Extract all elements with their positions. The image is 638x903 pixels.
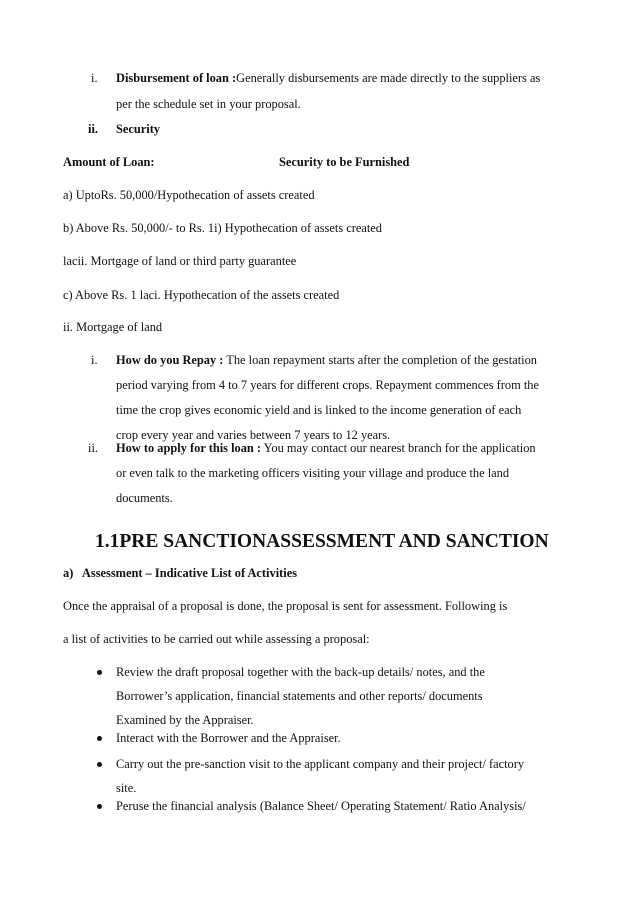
paragraph-line: Once the appraisal of a proposal is done, the proposal is sent for assessment. Following is — [63, 599, 508, 613]
list-item-text: period varying from 4 to 7 years for different crops. Repayment commences from the — [116, 378, 539, 392]
bullet-item-text: site. — [116, 781, 137, 795]
list-marker: ii. — [88, 441, 98, 455]
bullet-item-text: Peruse the financial analysis (Balance Sheet/ Operating Statement/ Ratio Analysis/ — [116, 799, 526, 813]
list-item-repay — [116, 352, 537, 368]
list-item-text: documents. — [116, 491, 173, 505]
list-marker: ii. — [88, 122, 98, 136]
bullet-item-text: Borrower’s application, financial statements and other reports/ documents — [116, 689, 483, 703]
bullet-icon — [97, 762, 102, 767]
list-item-text: crop every year and varies between 7 years to 12 years. — [116, 428, 391, 442]
list-item-disbursement — [116, 70, 540, 86]
list-item-text: time the crop gives economic yield and is linked to the income generation of each — [116, 403, 522, 417]
list-item-text: or even talk to the marketing officers visiting your village and produce the land — [116, 466, 510, 480]
list-item-text: You may contact our nearest branch for the application — [261, 441, 536, 455]
bullet-item-text: Review the draft proposal together with the back-up details/ notes, and the — [116, 665, 485, 679]
security-line: a) UptoRs. 50,000/Hypothecation of assets created — [63, 188, 315, 202]
bullet-item-text: Interact with the Borrower and the Appraiser. — [116, 731, 341, 745]
section-heading: 1.1PRE SANCTIONASSESSMENT AND SANCTION — [95, 531, 549, 552]
list-item-label: How to apply for this loan : — [116, 441, 262, 455]
bullet-item-text: Examined by the Appraiser. — [116, 713, 254, 727]
security-line: ii. Mortgage of land — [63, 320, 163, 334]
bullet-icon — [97, 670, 102, 675]
table-header-security: Security to be Furnished — [279, 155, 410, 169]
security-line: lacii. Mortgage of land or third party guarantee — [63, 254, 297, 268]
list-item-security: Security — [116, 122, 161, 136]
bullet-icon — [97, 804, 102, 809]
list-item-label: Disbursement of loan : — [116, 71, 237, 85]
list-item-text: per the schedule set in your proposal. — [116, 97, 301, 111]
list-item-label: How do you Repay : — [116, 353, 224, 367]
list-item-text: The loan repayment starts after the completion of the gestation — [223, 353, 537, 367]
bullet-item-text: Carry out the pre-sanction visit to the applicant company and their project/ factory — [116, 757, 525, 771]
paragraph-line: a list of activities to be carried out while assessing a proposal: — [63, 632, 370, 646]
list-item-apply — [116, 440, 536, 456]
subheading: a) Assessment – Indicative List of Activities — [63, 566, 298, 580]
table-header-amount: Amount of Loan: — [63, 155, 155, 169]
security-line: c) Above Rs. 1 laci. Hypothecation of the assets created — [63, 288, 340, 302]
security-line: b) Above Rs. 50,000/- to Rs. 1i) Hypothecation of assets created — [63, 221, 382, 235]
list-item-text: Generally disbursements are made directly to the suppliers as — [236, 71, 541, 85]
bullet-icon — [97, 736, 102, 741]
list-marker: i. — [91, 71, 98, 85]
list-marker: i. — [91, 353, 98, 367]
